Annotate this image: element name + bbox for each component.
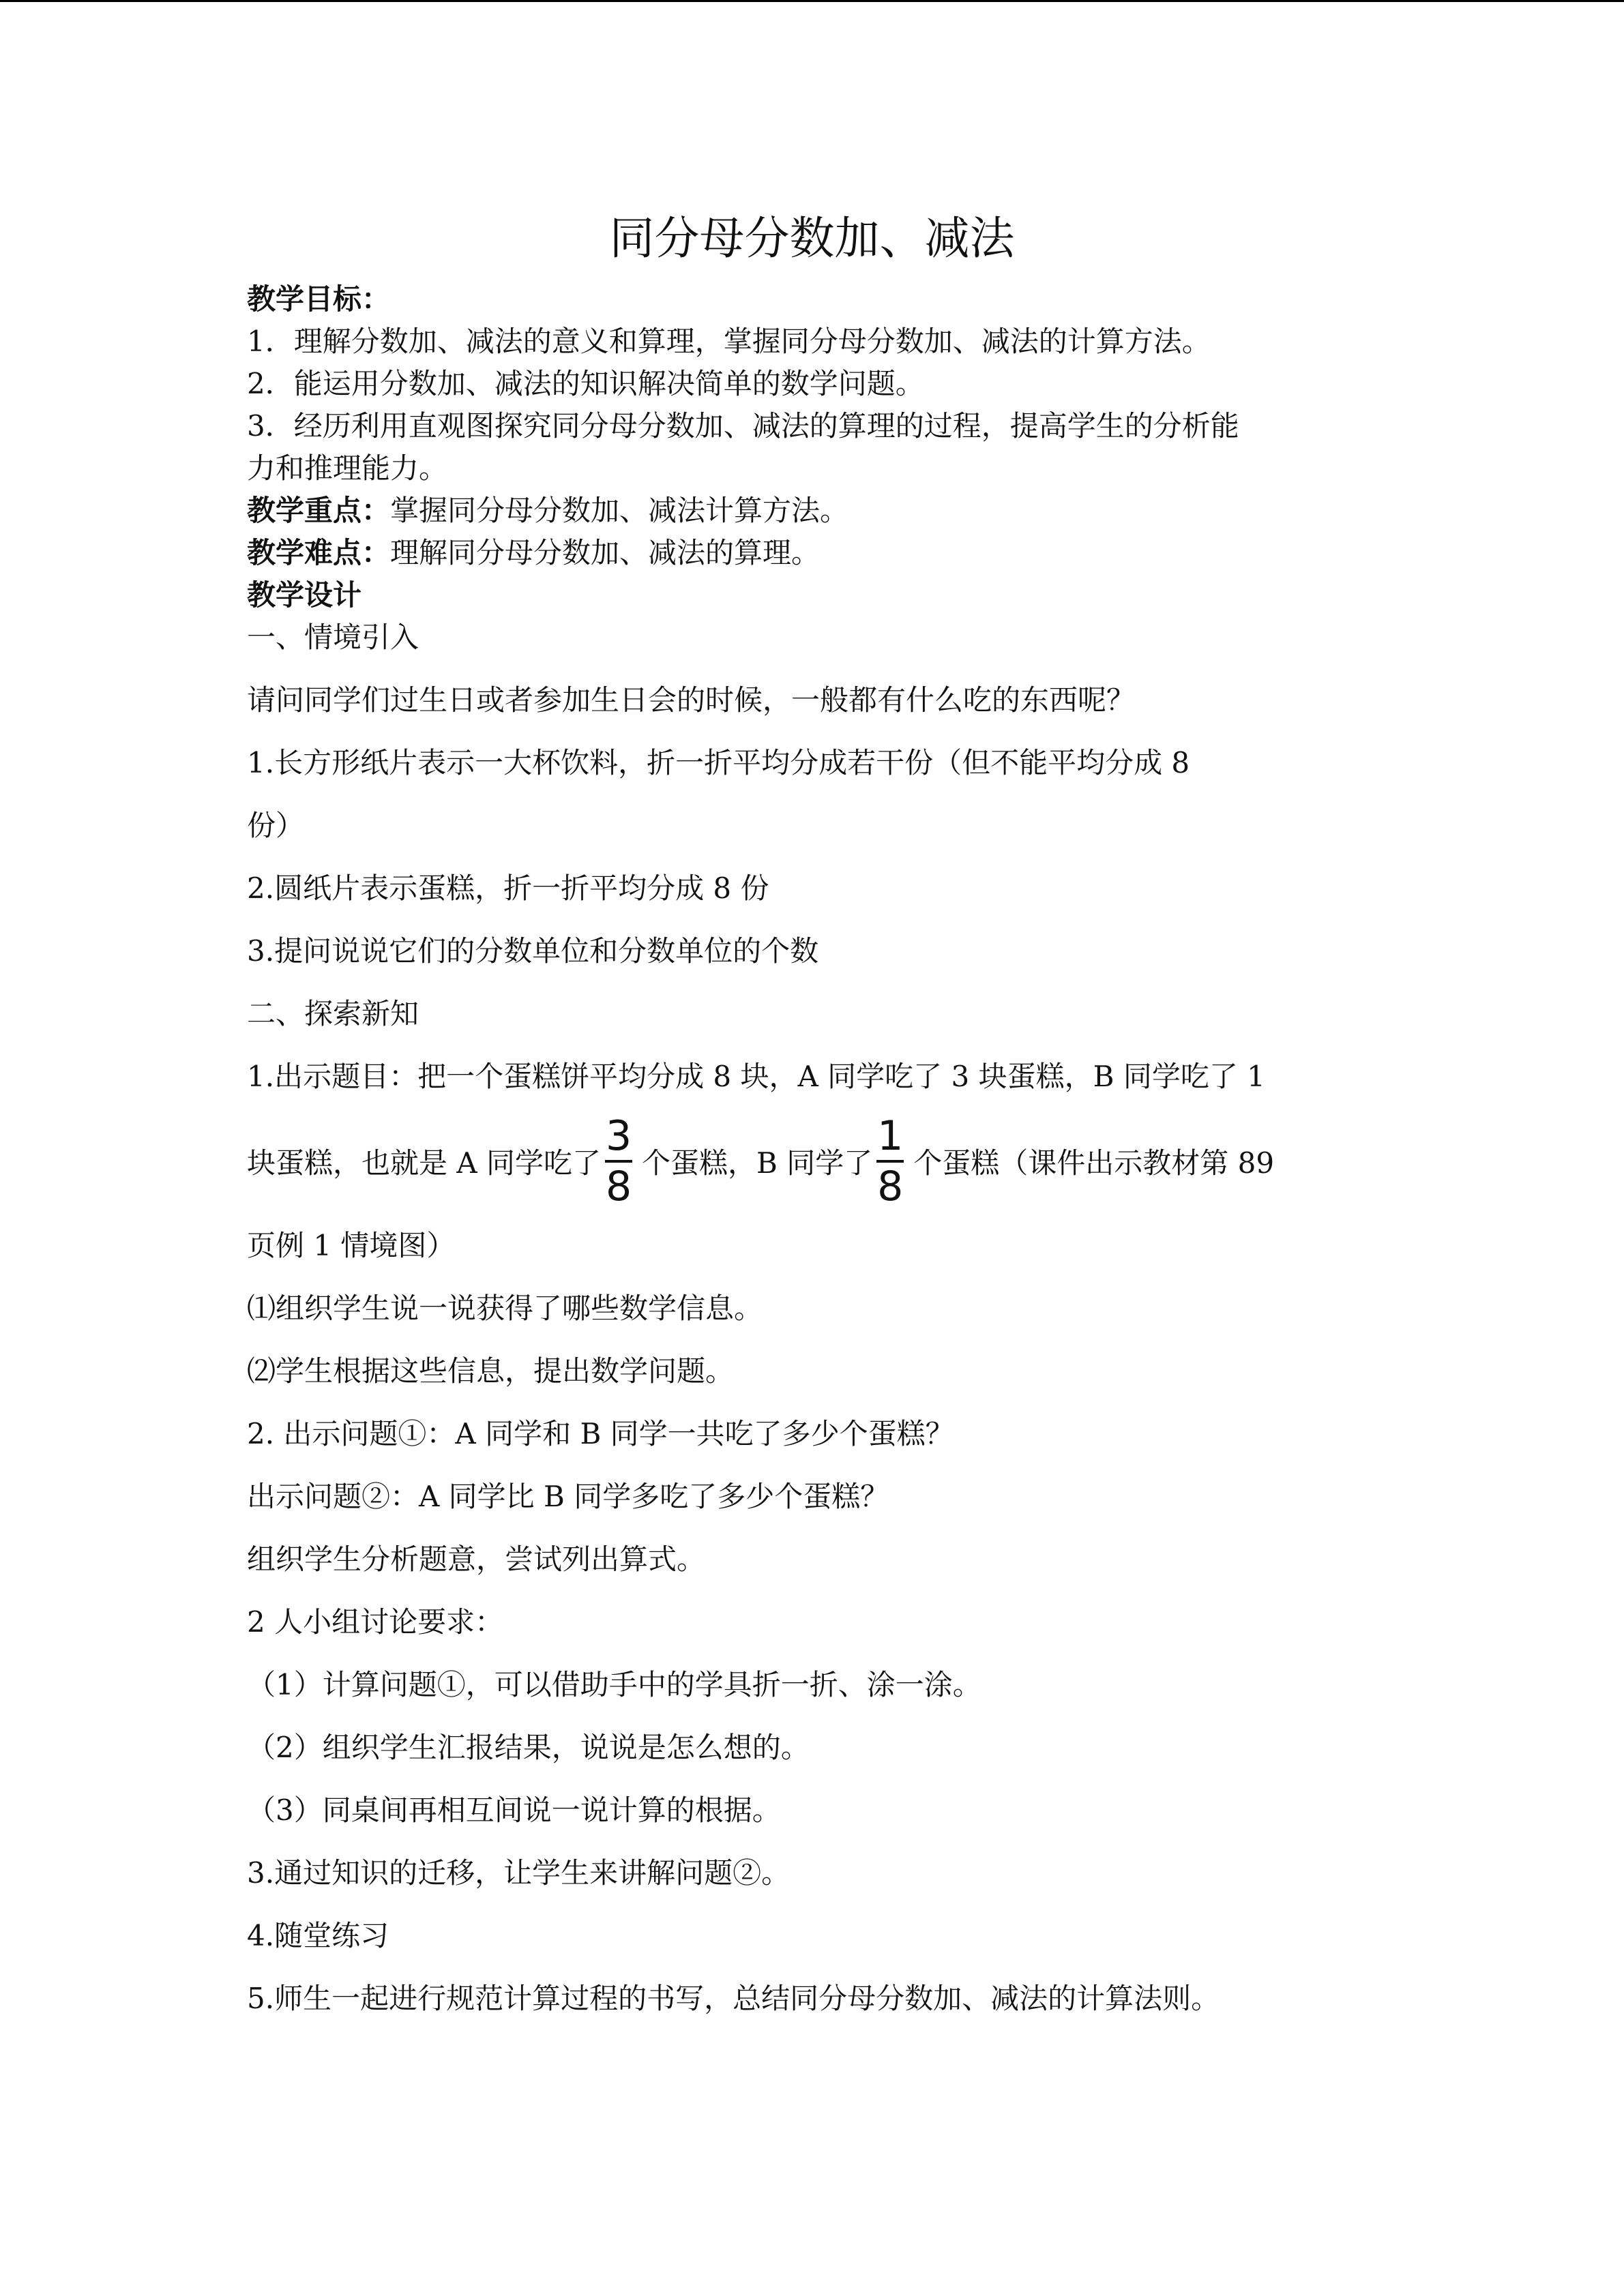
key-point-text: 掌握同分母分数加、减法计算方法。: [390, 494, 849, 527]
problem-text: 个蛋糕（课件出示教材第 89: [913, 1146, 1275, 1180]
section2-item: ⑴组织学生说一说获得了哪些数学信息。: [247, 1292, 763, 1325]
section2-item: 3.通过知识的迁移，让学生来讲解问题②。: [247, 1856, 791, 1890]
document-title: 同分母分数加、减法: [609, 212, 1015, 265]
problem-line: 1.出示题目：把一个蛋糕饼平均分成 8 块，A 同学吃了 3 块蛋糕，B 同学吃了 1: [247, 1060, 1265, 1093]
section2-item: 出示问题②：A 同学比 B 同学多吃了多少个蛋糕？: [247, 1480, 889, 1513]
fraction-denominator: 8: [605, 1163, 632, 1210]
section1-question: 请问同学们过生日或者参加生日会的时候，一般都有什么吃的东西呢？: [247, 683, 1136, 717]
section1-item: 3.提问说说它们的分数单位和分数单位的个数: [247, 934, 819, 968]
fraction-denominator: 8: [877, 1163, 904, 1210]
fraction-numerator: 1: [877, 1112, 904, 1160]
fraction-one-eighth: [876, 1114, 904, 1209]
section2-item: 2 人小组讨论要求：: [247, 1605, 504, 1639]
section2-item: （1）计算问题①，可以借助手中的学具折一折、涂一涂。: [247, 1668, 981, 1701]
section1-item: 1.长方形纸片表示一大杯饮料，折一折平均分成若干份（但不能平均分成 8: [247, 746, 1190, 779]
objective-item: 1．理解分数加、减法的意义和算理，掌握同分母分数加、减法的计算方法。: [247, 325, 1211, 358]
objective-item: 2．能运用分数加、减法的知识解决简单的数学问题。: [247, 367, 924, 400]
document-page: [247, 205, 1379, 2020]
section2-item: 5.师生一起进行规范计算过程的书写，总结同分母分数加、减法的计算法则。: [247, 1982, 1220, 2015]
section-heading: 一、情境引入: [247, 621, 419, 654]
fraction-numerator: 3: [605, 1112, 632, 1160]
section2-item: （2）组织学生汇报结果，说说是怎么想的。: [247, 1731, 810, 1764]
problem-line: 页例 1 情境图）: [247, 1229, 456, 1262]
section2-item: 组织学生分析题意，尝试列出算式。: [247, 1542, 706, 1576]
section1-item: 2.圆纸片表示蛋糕，折一折平均分成 8 份: [247, 871, 769, 905]
key-point: [247, 490, 1379, 532]
objective-item: 3．经历利用直观图探究同分母分数加、减法的算理的过程，提高学生的分析能: [247, 409, 1239, 443]
section2-item: 2. 出示问题①：A 同学和 B 同学一共吃了多少个蛋糕？: [247, 1417, 954, 1450]
objective-item: 力和推理能力。: [247, 451, 448, 485]
section2-item: ⑵学生根据这些信息，提出数学问题。: [247, 1354, 735, 1388]
design-heading: 教学设计: [247, 578, 362, 612]
difficulty: [247, 532, 1379, 574]
section-heading: 二、探索新知: [247, 997, 419, 1030]
top-border-rule: [0, 0, 1624, 2]
section2-item: （3）同桌间再相互间说一说计算的根据。: [247, 1793, 781, 1827]
key-point-label: 教学重点：: [247, 494, 391, 527]
problem-line-with-fractions: [247, 1110, 1379, 1212]
section1-item: 份）: [247, 809, 305, 842]
difficulty-label: 教学难点：: [247, 536, 391, 569]
objectives-heading: 教学目标：: [247, 282, 391, 316]
problem-text: 块蛋糕，也就是 A 同学吃了: [247, 1146, 602, 1180]
fraction-three-eighths: [605, 1114, 632, 1209]
section2-item: 4.随堂练习: [247, 1919, 389, 1952]
problem-text: 个蛋糕，B 同学了: [642, 1146, 873, 1180]
difficulty-text: 理解同分母分数加、减法的算理。: [390, 536, 821, 569]
